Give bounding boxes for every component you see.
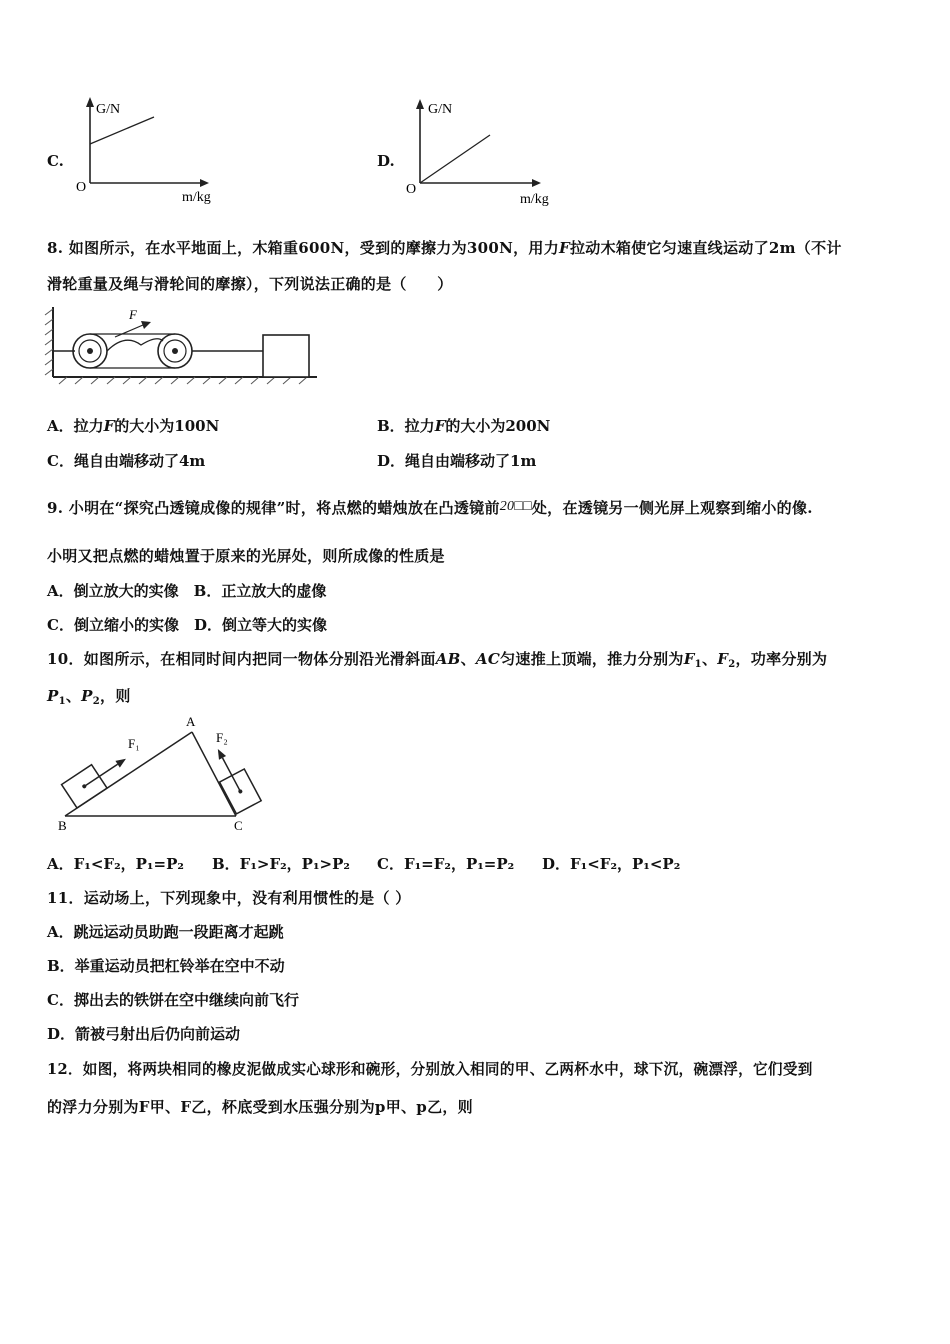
q8-option-c: C．绳自由端移动了4m bbox=[47, 452, 206, 470]
q8-pulley-figure bbox=[45, 305, 325, 385]
q8-option-d: D．绳自由端移动了1m bbox=[377, 452, 537, 470]
q7-option-d-label: D. bbox=[377, 152, 395, 170]
q7c-origin-label: O bbox=[76, 180, 87, 195]
q12-stem-line1: 12．如图，将两块相同的橡皮泥做成实心球形和碗形，分别放入相同的甲、乙两杯水中，球下沉，碗漂浮，它们受到 bbox=[47, 1061, 813, 1078]
q9-options-cd: C．倒立缩小的实像 D．倒立等大的实像 bbox=[47, 616, 327, 634]
q9-options-ab: A．倒立放大的实像 B．正立放大的虚像 bbox=[47, 582, 327, 600]
q11-option-a: A．跳远运动员助跑一段距离才起跳 bbox=[47, 923, 284, 941]
q11-option-d: D．箭被弓射出后仍向前运动 bbox=[47, 1025, 241, 1043]
q7-option-c-graph bbox=[70, 95, 210, 210]
q8-option-a: A．拉力F的大小为100N bbox=[47, 417, 220, 435]
q7c-y-axis-label: G/N bbox=[96, 102, 121, 117]
q10-label-f2: F₂ bbox=[216, 730, 228, 745]
q8-stem-line1: 8. 如图所示，在水平地面上，木箱重600N，受到的摩擦力为300N，用力F拉动木箱使它匀速直线运动了2m（不计 bbox=[47, 239, 842, 257]
q10-stem-line1: 10．如图所示，在相同时间内把同一物体分别沿光滑斜面AB、AC匀速推上顶端，推力分别为$F_1$、$F_2$，功率分别为 bbox=[47, 650, 828, 670]
q7d-origin-label: O bbox=[406, 182, 417, 197]
q7-option-c-label: C. bbox=[47, 152, 64, 170]
q10-option-c: C．F₁=F₂，P₁=P₂ bbox=[377, 855, 515, 873]
q10-incline-figure bbox=[50, 712, 270, 837]
q10-label-c: C bbox=[234, 818, 243, 833]
q7d-y-axis-label: G/N bbox=[428, 102, 453, 117]
q9-handwritten-distance: 20□□ bbox=[499, 499, 532, 514]
q10-stem-line2: $P_1$、$P_2$，则 bbox=[47, 687, 131, 707]
q8-force-label: F bbox=[129, 307, 137, 322]
q10-option-a: A．F₁<F₂，P₁=P₂ bbox=[47, 855, 184, 873]
q9-stem-line2: 小明又把点燃的蜡烛置于原来的光屏处，则所成像的性质是 bbox=[47, 547, 445, 565]
q10-label-b: B bbox=[58, 818, 67, 833]
q8-option-b: B．拉力F的大小为200N bbox=[377, 417, 551, 435]
q11-option-c: C．掷出去的铁饼在空中继续向前飞行 bbox=[47, 991, 299, 1009]
q10-option-d: D．F₁<F₂，P₁<P₂ bbox=[542, 855, 681, 873]
q7d-x-axis-label: m/kg bbox=[520, 192, 549, 207]
q9-stem-line1: 9. 小明在“探究凸透镜成像的规律”时，将点燃的蜡烛放在凸透镜前20□□处，在透镜另一侧光屏上观察到缩小的像. bbox=[47, 499, 813, 517]
q11-stem: 11．运动场上，下列现象中，没有利用惯性的是（ ） bbox=[47, 889, 411, 907]
q10-option-b: B．F₁>F₂，P₁>P₂ bbox=[212, 855, 350, 873]
q10-label-f1: F₁ bbox=[128, 736, 140, 751]
q7c-x-axis-label: m/kg bbox=[182, 190, 211, 205]
q10-label-a: A bbox=[186, 714, 196, 729]
q7-option-d-graph bbox=[400, 95, 560, 210]
q12-stem-line2: 的浮力分别为F甲、F乙，杯底受到水压强分别为p甲、p乙，则 bbox=[47, 1098, 473, 1116]
q11-option-b: B．举重运动员把杠铃举在空中不动 bbox=[47, 957, 285, 975]
q8-stem-line2: 滑轮重量及绳与滑轮间的摩擦），下列说法正确的是（ ） bbox=[47, 275, 453, 293]
